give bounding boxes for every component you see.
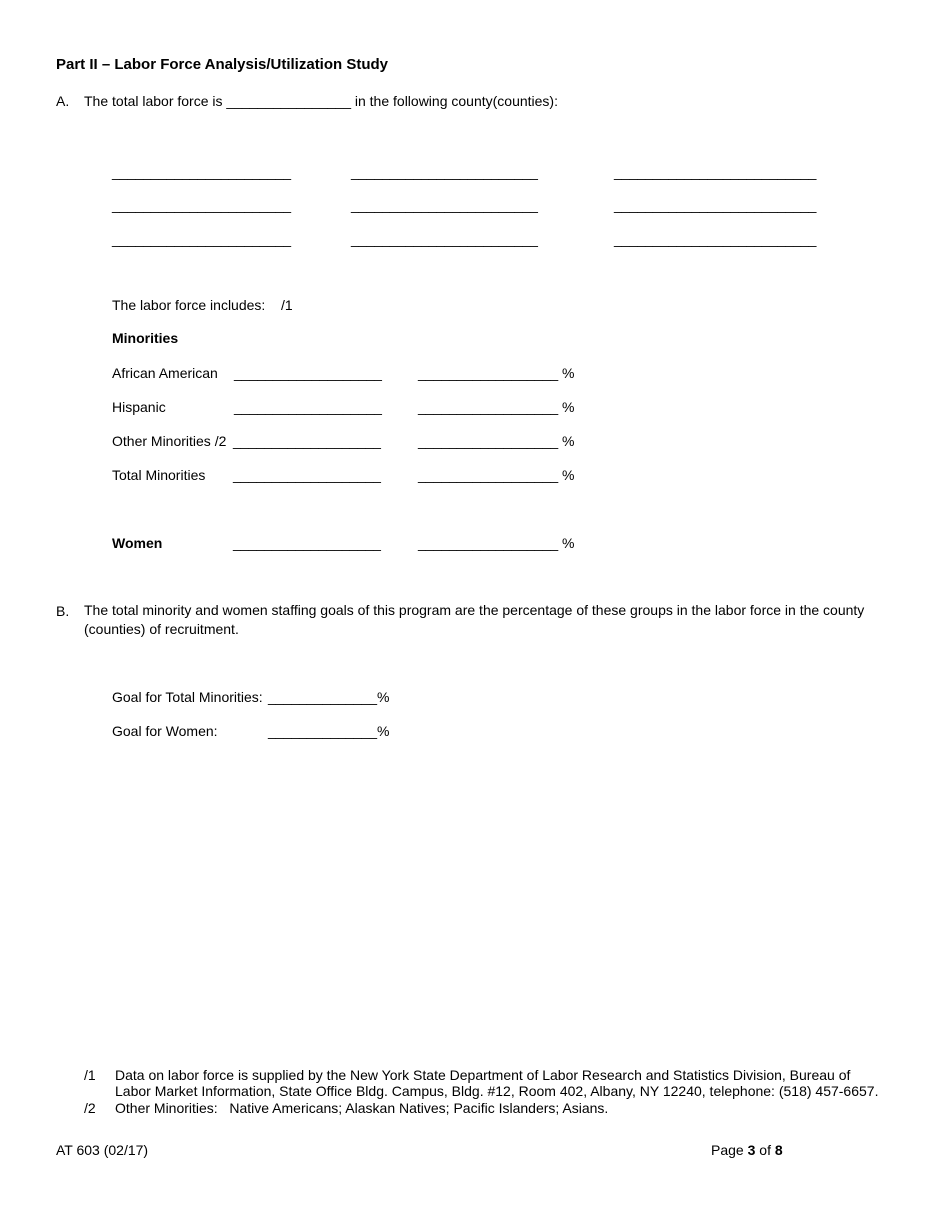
page-of: of	[759, 1142, 771, 1158]
goal-total-minorities-field[interactable]: ______________	[268, 689, 378, 705]
women-percent-field[interactable]: __________________	[418, 535, 559, 551]
form-id: AT 603 (02/17)	[56, 1142, 149, 1158]
county-field-2-2[interactable]: ________________________	[351, 197, 538, 213]
county-field-2-3[interactable]: __________________________	[614, 197, 817, 213]
women-number-field[interactable]: ___________________	[233, 535, 381, 551]
percent-sign: %	[562, 399, 575, 415]
total-minorities-number-field[interactable]: ___________________	[233, 467, 381, 483]
total-minorities-percent-field[interactable]: __________________	[418, 467, 559, 483]
labor-force-prefix: The total labor force is	[84, 93, 223, 109]
footnote-1-line-2: Labor Market Information, State Office Bldg. Campus, Bldg. #12, Room 402, Albany, NY 12240, telephone: (518) 457-6657.	[115, 1083, 879, 1099]
row-label-other-minorities: Other Minorities /2	[112, 433, 227, 449]
row-label-african-american: African American	[112, 365, 218, 381]
county-field-2-1[interactable]: _______________________	[112, 197, 292, 213]
row-label-total-minorities: Total Minorities	[112, 467, 206, 483]
county-field-3-1[interactable]: _______________________	[112, 231, 292, 247]
part-title: Part II – Labor Force Analysis/Utilization Study	[56, 56, 389, 73]
percent-sign: %	[377, 723, 390, 739]
african-american-number-field[interactable]: ___________________	[234, 365, 382, 381]
percent-sign: %	[562, 365, 575, 381]
percent-sign: %	[562, 535, 575, 551]
county-field-3-2[interactable]: ________________________	[351, 231, 538, 247]
percent-sign: %	[562, 433, 575, 449]
minorities-heading: Minorities	[112, 330, 179, 346]
section-b-text: The total minority and women staffing goals of this program are the percentage of these groups in the labor force in the county (counties) of recruitment.	[84, 602, 865, 637]
footnote-2-marker: /2	[84, 1100, 96, 1116]
total-labor-force-field[interactable]: ________________	[226, 93, 351, 109]
page-number	[711, 1142, 783, 1158]
county-field-1-3[interactable]: __________________________	[614, 164, 817, 180]
page-current: 3	[747, 1142, 756, 1158]
hispanic-number-field[interactable]: ___________________	[234, 399, 382, 415]
goal-total-minorities-label: Goal for Total Minorities:	[112, 689, 263, 705]
section-a-statement	[84, 93, 558, 109]
footnote-ref-1: /1	[281, 297, 293, 313]
page-total: 8	[774, 1142, 783, 1158]
african-american-percent-field[interactable]: __________________	[418, 365, 559, 381]
county-field-1-2[interactable]: ________________________	[351, 164, 538, 180]
footnote-2-text: Other Minorities: Native Americans; Alaskan Natives; Pacific Islanders; Asians.	[115, 1100, 609, 1116]
section-a-letter: A.	[56, 93, 70, 109]
footnote-1-marker: /1	[84, 1067, 96, 1083]
row-label-hispanic: Hispanic	[112, 399, 166, 415]
section-b-letter: B.	[56, 603, 70, 619]
goal-women-label: Goal for Women:	[112, 723, 218, 739]
other-minorities-number-field[interactable]: ___________________	[233, 433, 381, 449]
percent-sign: %	[562, 467, 575, 483]
other-minorities-percent-field[interactable]: __________________	[418, 433, 559, 449]
hispanic-percent-field[interactable]: __________________	[418, 399, 559, 415]
county-field-1-1[interactable]: _______________________	[112, 164, 292, 180]
footnote-1-line-1: Data on labor force is supplied by the New York State Department of Labor Research and Statistics Division, Bureau of	[115, 1067, 851, 1083]
labor-force-suffix: in the following county(counties):	[354, 93, 558, 109]
goal-women-field[interactable]: ______________	[268, 723, 378, 739]
page-word: Page	[711, 1142, 744, 1158]
labor-force-includes-label: The labor force includes:	[112, 297, 266, 313]
county-field-3-3[interactable]: __________________________	[614, 231, 817, 247]
percent-sign: %	[377, 689, 390, 705]
row-label-women: Women	[112, 535, 163, 551]
